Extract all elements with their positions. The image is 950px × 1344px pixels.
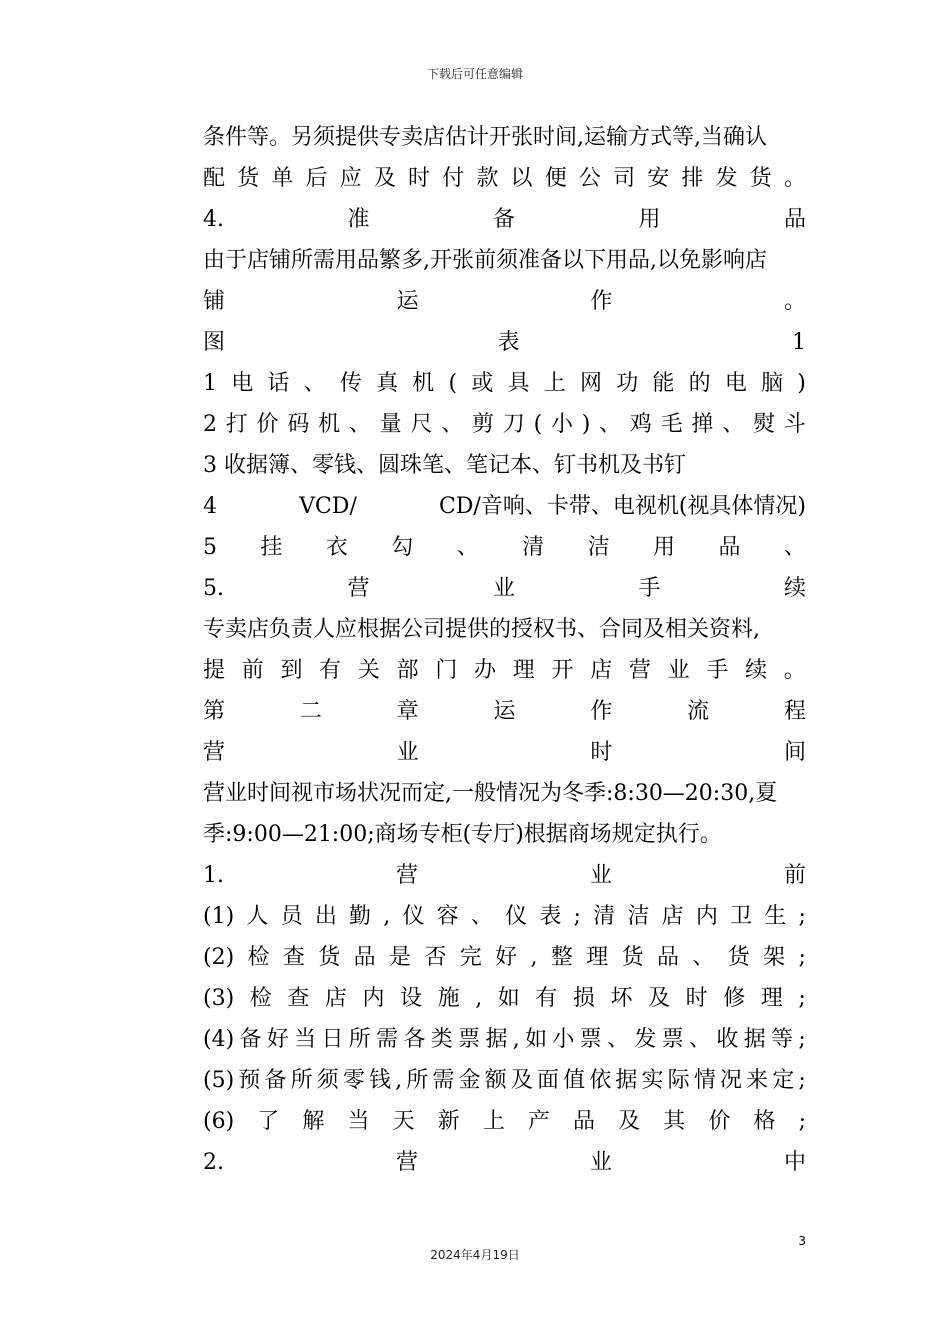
text-token: 检 [249, 986, 272, 1011]
text-token: 品 [353, 945, 376, 970]
text-token: 须 [316, 1068, 339, 1093]
text-token: 票 [661, 1027, 684, 1052]
text-token: 铺 [203, 289, 226, 314]
text-line [203, 978, 806, 1019]
text-token: 到 [280, 658, 303, 683]
text-token: 付 [442, 166, 465, 191]
text-token: 理 [586, 945, 609, 970]
text-token: 真 [376, 371, 399, 396]
text-token: 了 [257, 1109, 280, 1134]
text-token: 、 [348, 412, 371, 437]
text-line: 季:9:00—21:00;商场专柜(专厅)根据商场规定执行。 [203, 822, 722, 847]
page-footer-date: 2024年4月19日 [430, 1248, 520, 1262]
text-token: (2) [203, 945, 235, 970]
text-token: 发 [634, 1027, 657, 1052]
text-token: 第 [203, 699, 226, 724]
text-line [203, 1060, 806, 1101]
text-token: 店 [661, 904, 684, 929]
text-token: 单 [271, 166, 294, 191]
text-token: 否 [424, 945, 447, 970]
text-token: 货 [749, 166, 772, 191]
text-token: 备 [264, 1068, 287, 1093]
text-token: 1. [203, 863, 224, 888]
text-token: 好 [495, 945, 518, 970]
text-token: 品 [657, 945, 680, 970]
text-token: (5) [203, 1068, 235, 1093]
text-line [203, 404, 806, 445]
text-token: , [383, 904, 391, 929]
text-token: ; [798, 1068, 806, 1093]
text-token: 依 [589, 1068, 612, 1093]
text-token: 小 [550, 412, 573, 437]
text-line [203, 486, 806, 527]
text-token: 业 [589, 863, 612, 888]
text-token: 如 [525, 1027, 548, 1052]
text-token: 间 [783, 740, 806, 765]
page-number: 3 [798, 1234, 806, 1248]
text-token: 具 [507, 371, 530, 396]
text-token: 解 [302, 1109, 325, 1134]
text-token: 营 [203, 740, 226, 765]
text-token: 洁 [627, 904, 650, 929]
text-token: 排 [681, 166, 704, 191]
text-token: 新 [437, 1109, 460, 1134]
text-token: 电 [724, 371, 747, 396]
text-token: 及 [373, 166, 396, 191]
text-token: 所 [406, 1068, 429, 1093]
text-token: 备 [492, 207, 515, 232]
text-token: 洁 [587, 535, 610, 560]
text-token: ; [798, 1109, 806, 1134]
text-token: 钱 [369, 1068, 392, 1093]
text-token: 设 [400, 986, 423, 1011]
text-token: 能 [652, 371, 675, 396]
text-token: 应 [339, 166, 362, 191]
text-line [203, 691, 806, 732]
text-token: 传 [339, 371, 362, 396]
text-token: 流 [687, 699, 710, 724]
text-token: 理 [512, 658, 535, 683]
text-token: 量 [379, 412, 402, 437]
text-token: 打 [225, 412, 248, 437]
text-token: (6) [203, 1109, 235, 1134]
text-token: 部 [396, 658, 419, 683]
text-token: ( [448, 371, 458, 396]
text-token: 需 [432, 1068, 455, 1093]
text-token: , [530, 945, 538, 970]
text-token: 上 [482, 1109, 505, 1134]
text-token: 如 [497, 986, 520, 1011]
text-token: 员 [280, 904, 303, 929]
text-token: 前 [783, 863, 806, 888]
text-token: 际 [667, 1068, 690, 1093]
text-token: 机 [318, 412, 341, 437]
text-token: 用 [653, 535, 676, 560]
text-token: ; [798, 904, 806, 929]
text-token: 或 [471, 371, 494, 396]
text-token: 额 [484, 1068, 507, 1093]
page-header: 下载后可任意编辑 [426, 67, 523, 81]
text-token: 类 [430, 1027, 453, 1052]
text-token: 门 [435, 658, 458, 683]
text-token: 时 [590, 740, 613, 765]
text-token: 业 [396, 740, 419, 765]
text-token: 营 [395, 863, 418, 888]
text-token: 内 [695, 904, 718, 929]
text-token: 上 [543, 371, 566, 396]
text-token: 整 [550, 945, 573, 970]
text-token: 理 [760, 986, 783, 1011]
text-token: 票 [579, 1027, 602, 1052]
text-token: 、 [783, 535, 806, 560]
text-token: 收 [716, 1027, 739, 1052]
text-token: 及 [618, 1109, 641, 1134]
text-token: 关 [357, 658, 380, 683]
text-token: 以 [510, 166, 533, 191]
text-line [203, 650, 806, 691]
text-token: 业 [667, 658, 690, 683]
text-line [203, 281, 806, 322]
text-token: 卫 [730, 904, 753, 929]
text-line: 专卖店负责人应根据公司提供的授权书、合同及相关资料, [203, 617, 760, 642]
text-token: 作 [590, 289, 613, 314]
text-token: 货 [318, 945, 341, 970]
text-token: 营 [628, 658, 651, 683]
text-token: 作 [590, 699, 613, 724]
text-token: 配 [203, 166, 226, 191]
text-token: 鸡 [629, 412, 652, 437]
text-token: 、 [456, 535, 479, 560]
text-token: 1 [792, 330, 806, 355]
text-token: 5. [203, 576, 224, 601]
text-token: 来 [746, 1068, 769, 1093]
text-token: 表 [497, 330, 520, 355]
text-token: 、 [607, 1027, 630, 1052]
text-line [203, 568, 806, 609]
text-token: 零 [342, 1068, 365, 1093]
text-token: 公 [578, 166, 601, 191]
text-token: 话 [267, 371, 290, 396]
text-token: 网 [579, 371, 602, 396]
text-line [203, 158, 806, 199]
text-token: 天 [392, 1109, 415, 1134]
text-token: 5 [203, 535, 217, 560]
text-token: 备 [239, 1027, 262, 1052]
text-token: 架 [763, 945, 786, 970]
text-line [203, 855, 806, 896]
text-token: ) [581, 412, 591, 437]
text-token: 生 [764, 904, 787, 929]
text-token: ; [798, 986, 806, 1011]
text-token: 斗 [783, 412, 806, 437]
text-token: 4. [203, 207, 224, 232]
text-token: 章 [396, 699, 419, 724]
text-token: 货 [237, 166, 260, 191]
text-token: 有 [319, 658, 342, 683]
text-token: , [475, 986, 483, 1011]
text-token: 情 [693, 1068, 716, 1093]
text-token: 电 [231, 371, 254, 396]
text-token: 提 [203, 658, 226, 683]
text-token: (4) [203, 1027, 235, 1052]
text-token: 中 [783, 1150, 806, 1175]
text-token: 完 [459, 945, 482, 970]
text-token: 查 [282, 945, 305, 970]
text-line [203, 937, 806, 978]
text-token: , [395, 1068, 403, 1093]
text-line: 由于店铺所需用品繁多,开张前须准备以下用品,以免影响店 [203, 248, 767, 273]
text-token: 及 [648, 986, 671, 1011]
text-token: 仪 [505, 904, 528, 929]
text-token: ; [798, 945, 806, 970]
text-token: 等 [771, 1027, 794, 1052]
text-token: 尺 [410, 412, 433, 437]
text-token: 前 [241, 658, 264, 683]
text-line: 营业时间视市场状况而定,一般情况为冬季:8:30—20:30,夏 [203, 781, 778, 806]
document-body [203, 117, 806, 1183]
text-token: 据 [485, 1027, 508, 1052]
text-token: 机 [412, 371, 435, 396]
text-token: 坏 [610, 986, 633, 1011]
text-token: (1) [203, 904, 235, 929]
text-token: 仪 [402, 904, 425, 929]
text-token: 2 [203, 412, 217, 437]
text-token: 况 [719, 1068, 742, 1093]
text-token: 其 [663, 1109, 686, 1134]
text-token: 修 [723, 986, 746, 1011]
text-token: 。 [783, 166, 806, 191]
text-token: 时 [408, 166, 431, 191]
text-token: 剪 [472, 412, 495, 437]
text-token: 、 [692, 945, 715, 970]
text-token: 格 [753, 1109, 776, 1134]
text-token: 准 [347, 207, 370, 232]
text-token: 金 [458, 1068, 481, 1093]
text-token: 掸 [691, 412, 714, 437]
text-token: 施 [437, 986, 460, 1011]
text-token: 据 [743, 1027, 766, 1052]
text-line [203, 896, 806, 937]
text-token: 款 [476, 166, 499, 191]
text-line [203, 363, 806, 404]
text-token: 、 [303, 371, 326, 396]
text-token: 需 [376, 1027, 399, 1052]
text-token: 内 [362, 986, 385, 1011]
text-token: (3) [203, 986, 235, 1011]
text-token: 据 [615, 1068, 638, 1093]
text-token: 清 [522, 535, 545, 560]
text-token: 品 [718, 535, 741, 560]
text-token: 票 [458, 1027, 481, 1052]
text-token: 表 [539, 904, 562, 929]
text-token: CD/音响、卡带、电视机(视具体情况) [438, 494, 806, 519]
text-token: 有 [535, 986, 558, 1011]
text-token: 好 [266, 1027, 289, 1052]
text-token: 2. [203, 1150, 224, 1175]
text-token: 续 [745, 658, 768, 683]
text-token: 续 [783, 576, 806, 601]
text-token: 时 [685, 986, 708, 1011]
text-line [203, 199, 806, 240]
text-token: 。 [783, 658, 806, 683]
text-token: 容 [436, 904, 459, 929]
text-token: VCD/ [299, 494, 357, 519]
text-token: 店 [590, 658, 613, 683]
text-token: 值 [563, 1068, 586, 1093]
text-token: 营 [347, 576, 370, 601]
text-token: 二 [299, 699, 322, 724]
text-token: 司 [613, 166, 636, 191]
text-token: 当 [294, 1027, 317, 1052]
text-line [203, 732, 806, 773]
text-token: 的 [688, 371, 711, 396]
text-token: 脑 [761, 371, 784, 396]
text-token: 发 [715, 166, 738, 191]
text-token: 业 [492, 576, 515, 601]
text-token: 当 [347, 1109, 370, 1134]
text-token: 查 [287, 986, 310, 1011]
text-token: ( [533, 412, 543, 437]
text-line: 条件等。另须提供专卖店估计开张时间,运输方式等,当确认 [203, 125, 767, 150]
text-token: 品 [573, 1109, 596, 1134]
text-token: 开 [551, 658, 574, 683]
text-token: 营 [395, 1150, 418, 1175]
text-token: 码 [287, 412, 310, 437]
text-token: 清 [593, 904, 616, 929]
text-token: 日 [321, 1027, 344, 1052]
text-token: 各 [403, 1027, 426, 1052]
text-token: 是 [389, 945, 412, 970]
text-line: 3 收据簿、零钱、圆珠笔、笔记本、钉书机及书钉 [203, 453, 686, 478]
text-token: 运 [493, 699, 516, 724]
text-token: ; [798, 1027, 806, 1052]
text-token: 手 [706, 658, 729, 683]
text-token: 定 [772, 1068, 795, 1093]
text-token: , [512, 1027, 520, 1052]
text-token: 办 [474, 658, 497, 683]
text-token: 熨 [752, 412, 775, 437]
text-token: ; [573, 904, 581, 929]
text-token: 。 [783, 289, 806, 314]
text-token: 图 [203, 330, 226, 355]
text-line [203, 1101, 806, 1142]
text-token: 用 [638, 207, 661, 232]
text-token: 、 [689, 1027, 712, 1052]
text-token: 4 [203, 494, 217, 519]
text-token: 价 [708, 1109, 731, 1134]
text-line [203, 527, 806, 568]
text-token: 挂 [260, 535, 283, 560]
text-token: 所 [348, 1027, 371, 1052]
text-token: 、 [441, 412, 464, 437]
text-token: 功 [616, 371, 639, 396]
text-token: 、 [470, 904, 493, 929]
text-token: 毛 [660, 412, 683, 437]
text-token: 实 [641, 1068, 664, 1093]
text-token: ) [797, 371, 806, 396]
text-line [203, 1019, 806, 1060]
text-token: 便 [544, 166, 567, 191]
text-token: 人 [246, 904, 269, 929]
text-token: 勤 [349, 904, 372, 929]
text-token: 产 [527, 1109, 550, 1134]
text-token: 货 [727, 945, 750, 970]
text-token: 出 [314, 904, 337, 929]
text-line [203, 1142, 806, 1183]
text-token: 价 [256, 412, 279, 437]
text-token: 运 [396, 289, 419, 314]
text-token: 业 [589, 1150, 612, 1175]
text-token: 程 [783, 699, 806, 724]
text-token: 刀 [502, 412, 525, 437]
text-token: 检 [247, 945, 270, 970]
text-token: 货 [621, 945, 644, 970]
text-line [203, 322, 806, 363]
text-token: 预 [238, 1068, 261, 1093]
text-token: 1 [203, 371, 217, 396]
text-token: 安 [647, 166, 670, 191]
text-token: 、 [722, 412, 745, 437]
text-token: 面 [536, 1068, 559, 1093]
text-token: 店 [324, 986, 347, 1011]
text-token: 手 [638, 576, 661, 601]
text-token: 小 [552, 1027, 575, 1052]
text-token: 品 [783, 207, 806, 232]
text-token: 及 [510, 1068, 533, 1093]
text-token: 衣 [325, 535, 348, 560]
text-token: 损 [572, 986, 595, 1011]
text-token: 、 [599, 412, 622, 437]
text-token: 勾 [391, 535, 414, 560]
text-token: 后 [305, 166, 328, 191]
text-token: 所 [290, 1068, 313, 1093]
